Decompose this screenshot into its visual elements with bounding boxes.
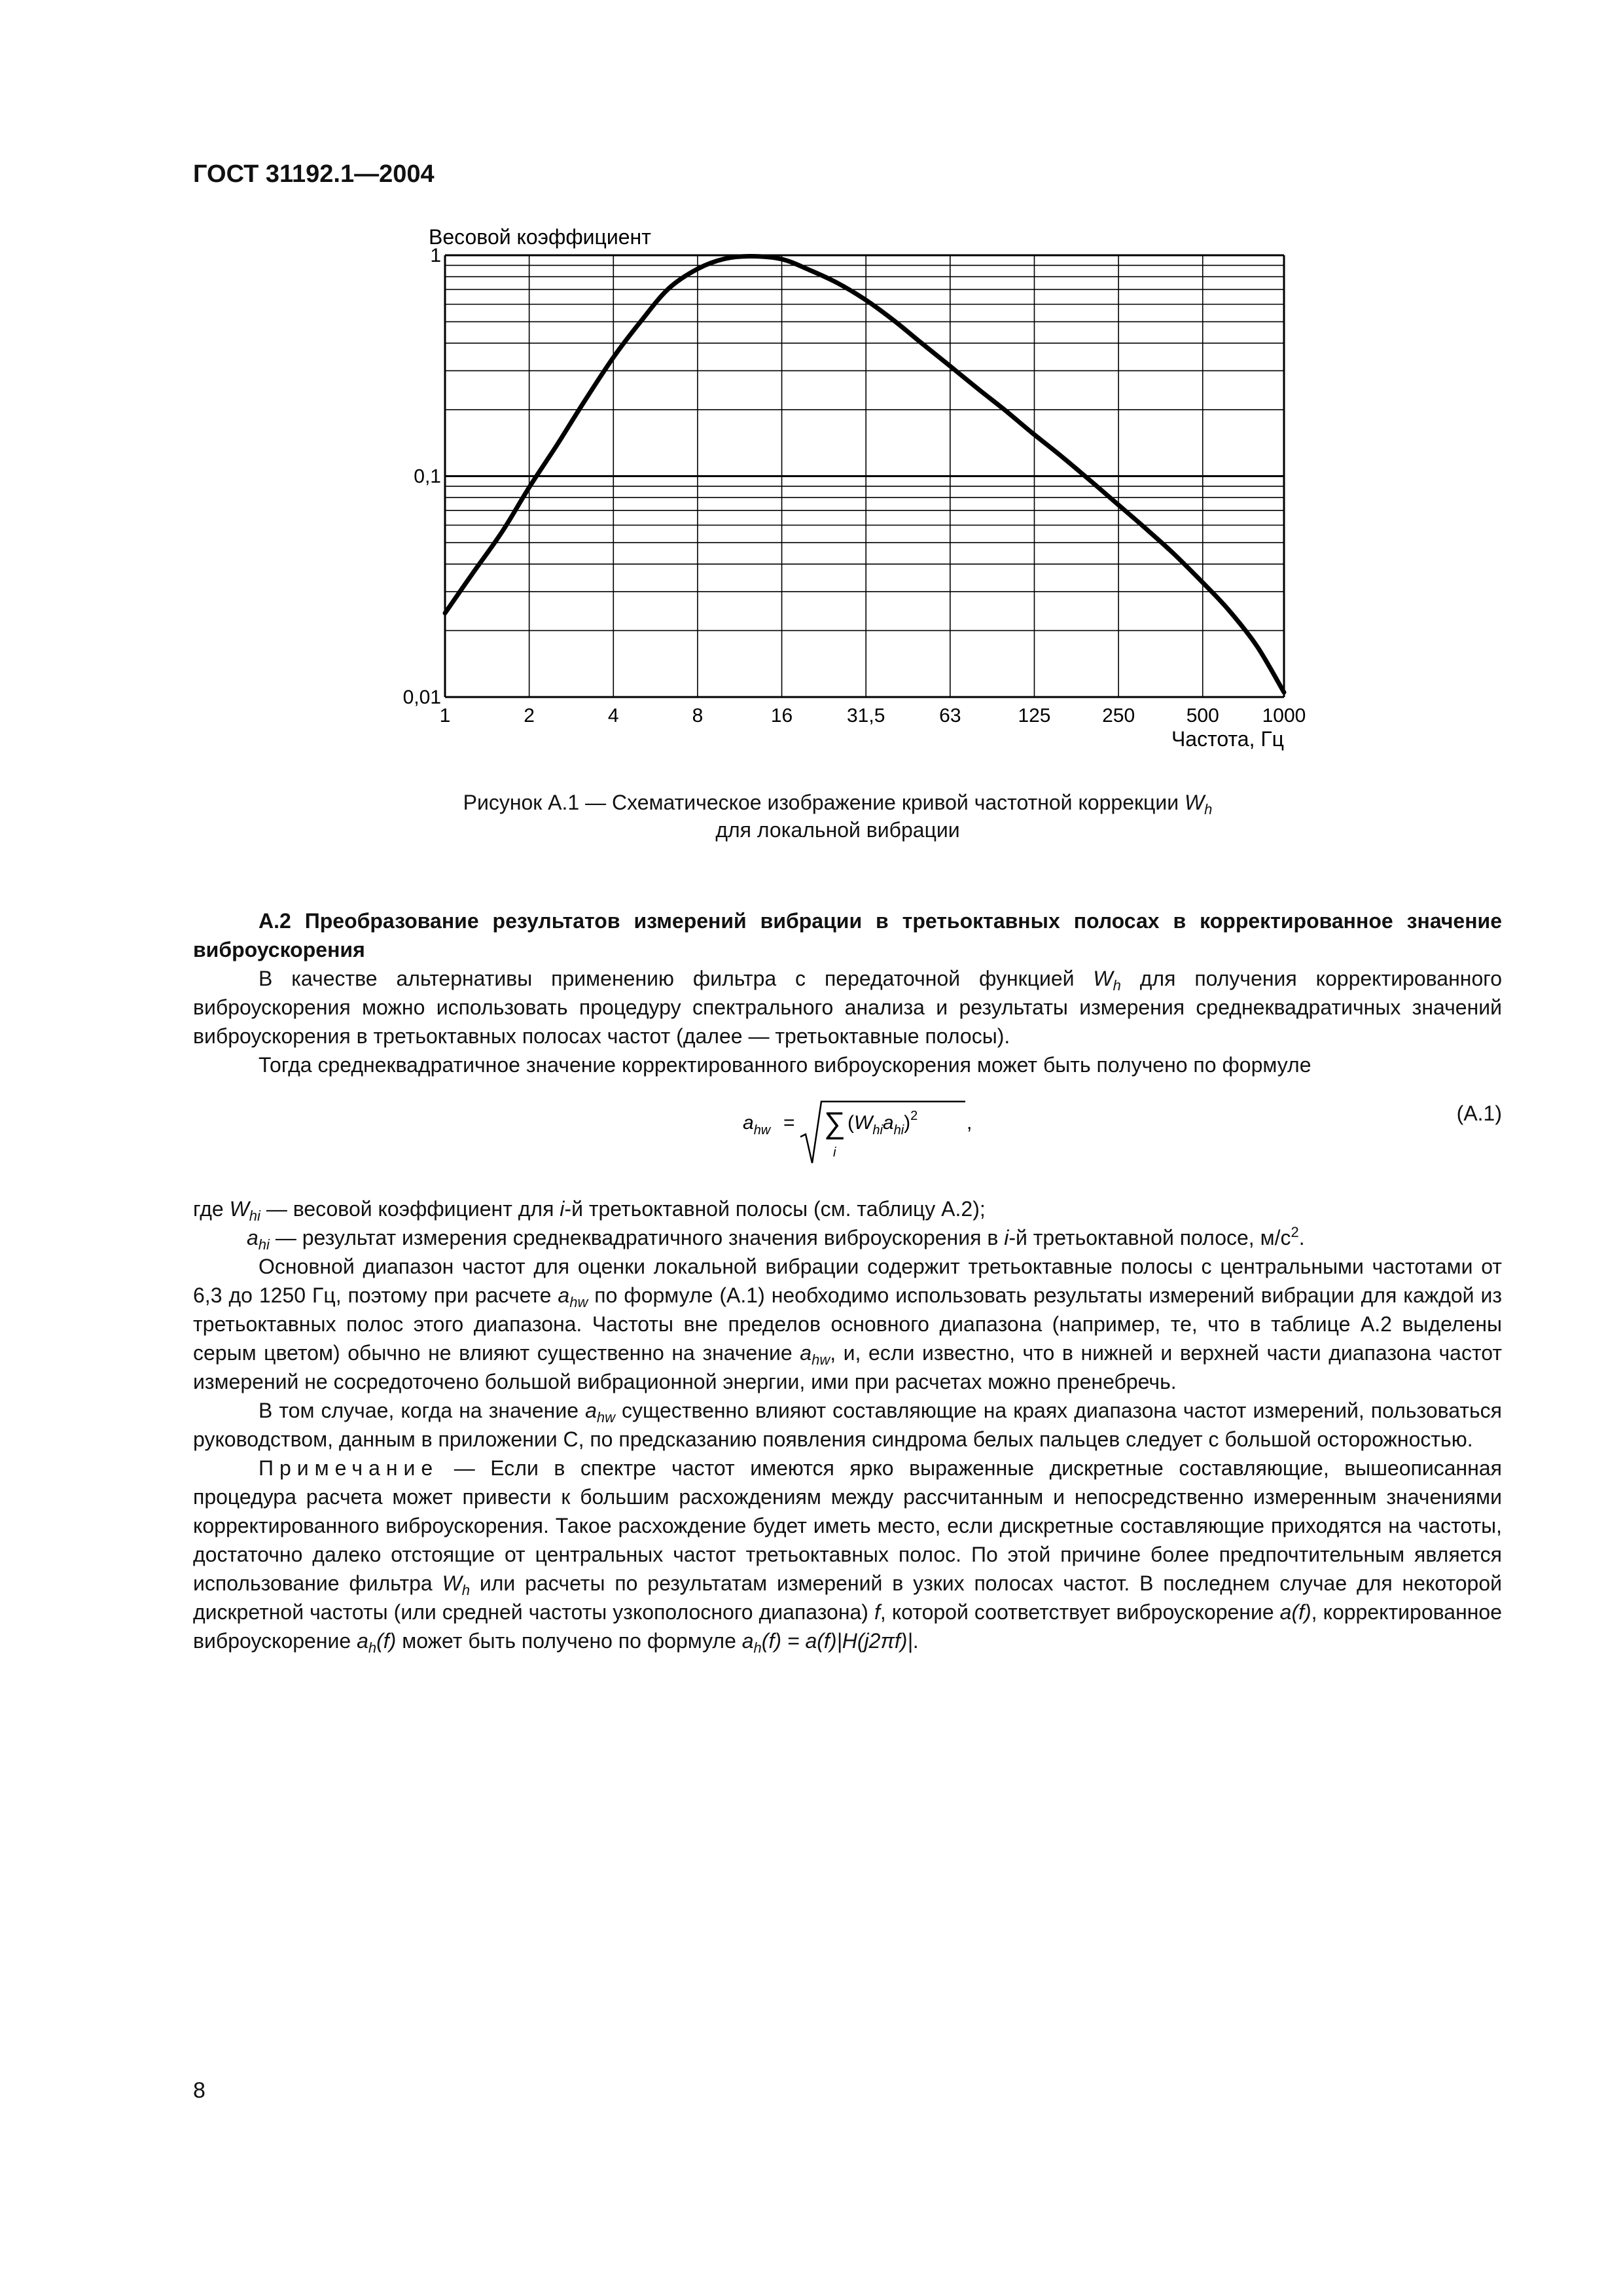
x-tick-label: 8 — [692, 705, 704, 726]
y-tick-label: 0,01 — [402, 687, 441, 708]
document-code: ГОСТ 31192.1—2004 — [193, 160, 435, 188]
caption-line-1: Рисунок А.1 — Схематическое изображение кривой частотной коррекции $W_h$ — [463, 791, 1213, 817]
x-tick-label: 16 — [770, 705, 793, 726]
x-tick-label: 31,5 — [847, 705, 885, 726]
where-item-2: $a_{hi}$ — результат измерения среднеквадратичного значения виброускорения в i-й третьоктавной полосе, $м/с^2$. — [247, 1224, 1305, 1253]
x-tick-label: 4 — [607, 705, 619, 726]
x-axis-label: Частота, Гц — [1171, 727, 1284, 751]
formula-expression — [743, 1096, 978, 1168]
y-tick-label: 0,1 — [414, 465, 441, 488]
x-tick-label: 1000 — [1262, 705, 1306, 726]
figure-caption — [366, 789, 1309, 844]
formula-number: (А.1) — [1456, 1102, 1502, 1125]
section-a2 — [193, 906, 1502, 1655]
tick-labels — [403, 245, 1306, 726]
y-tick-label: 1 — [430, 245, 441, 266]
svg-text:∑: ∑ — [824, 1105, 846, 1139]
where-item-1: где $W_{hi}$ — весовой коэффициент для i-й третьоктавной полосы (см. таблицу А.2); — [193, 1197, 986, 1224]
note: Примечание — Если в спектре частот имеются ярко выраженные дискретные составляющие, вышеописанная процедура расчета может привести к большим расхождениям между рассчитанным и непосредственно измеренным значениями корректированного виброускорения. Такое расхождение будет иметь место, если дискретные составляющие приходятся на частоты, достаточно далеко отстоящие от центральных частот третьоктавных полос. По этой причине более предпочтительным является использование фильтра $W_h$ или расчеты по результатам измерений в узких полосах частот. В последнем случае для некоторой дискретной частоты (или средней частоты узкополосного диапазона) f, которой соответствует виброускорение a(f), корректированное виброускорение $a_h(f)$ может быть получено по формуле $a_h(f) = a(f)|H(j2\pi f)|$. — [193, 1456, 1503, 1656]
page-number: 8 — [193, 2078, 205, 2103]
paragraph-1: В качестве альтернативы применению фильтра с передаточной функцией $W_h$ для получения корректированного виброускорения можно использовать процедуру спектрального анализа и результаты измерения среднеквадратичных значений виброускорения в третьоктавных полосах частот (далее — третьоктавные полосы). — [193, 967, 1503, 1048]
x-tick-label: 125 — [1018, 705, 1051, 726]
formula-a1 — [193, 1083, 1502, 1181]
note-label: Примечание — [259, 1456, 439, 1480]
caption-line-2: для локальной вибрации — [715, 818, 960, 842]
y-axis-label: Весовой коэффициент — [429, 225, 651, 249]
chart-grid — [445, 255, 1284, 697]
x-tick-label: 2 — [524, 705, 535, 726]
weighting-curve-chart — [366, 216, 1322, 766]
svg-text:,: , — [967, 1112, 972, 1134]
x-tick-label: 63 — [939, 705, 961, 726]
section-heading: А.2 Преобразование результатов измерений вибрации в третьоктавных полосах в корректированное значение виброускорения — [193, 909, 1502, 961]
x-tick-label: 1 — [439, 705, 451, 726]
svg-text:ahw: $a_{hw}$ — [743, 1112, 771, 1138]
svg-text:i: i — [833, 1145, 836, 1160]
svg-text:=: = — [783, 1112, 795, 1134]
x-tick-label: 250 — [1102, 705, 1135, 726]
paragraph-2: Тогда среднеквадратичное значение корректированного виброускорения может быть получено по формуле — [259, 1053, 1311, 1077]
paragraph-3: Основной диапазон частот для оценки локальной вибрации содержит третьоктавные полосы с центральными частотами от 6,3 до 1250 Гц, поэтому при расчете $a_{hw}$ по формуле (А.1) необходимо использовать результаты измерений вибрации для каждой из третьоктавных полос этого диапазона. Частоты вне пределов основного диапазона (например, те, что в таблице А.2 выделены серым цветом) обычно не влияют существенно на значение $a_{hw}$, и, если известно, что в нижней и верхней части диапазона частот измерений не сосредоточено большой вибрационной энергии, ими при расчетах можно пренебречь. — [193, 1255, 1503, 1393]
svg-text:(Whiahi)2: $(W_{hi}a_{hi})^2$ — [847, 1109, 918, 1138]
x-tick-label: 500 — [1186, 705, 1219, 726]
paragraph-4: В том случае, когда на значение $a_{hw}$ существенно влияют составляющие на краях диапазона частот измерений, пользоваться руководством, данным в приложении С, по предсказанию появления синдрома белых пальцев следует с большой осторожностью. — [193, 1399, 1503, 1451]
